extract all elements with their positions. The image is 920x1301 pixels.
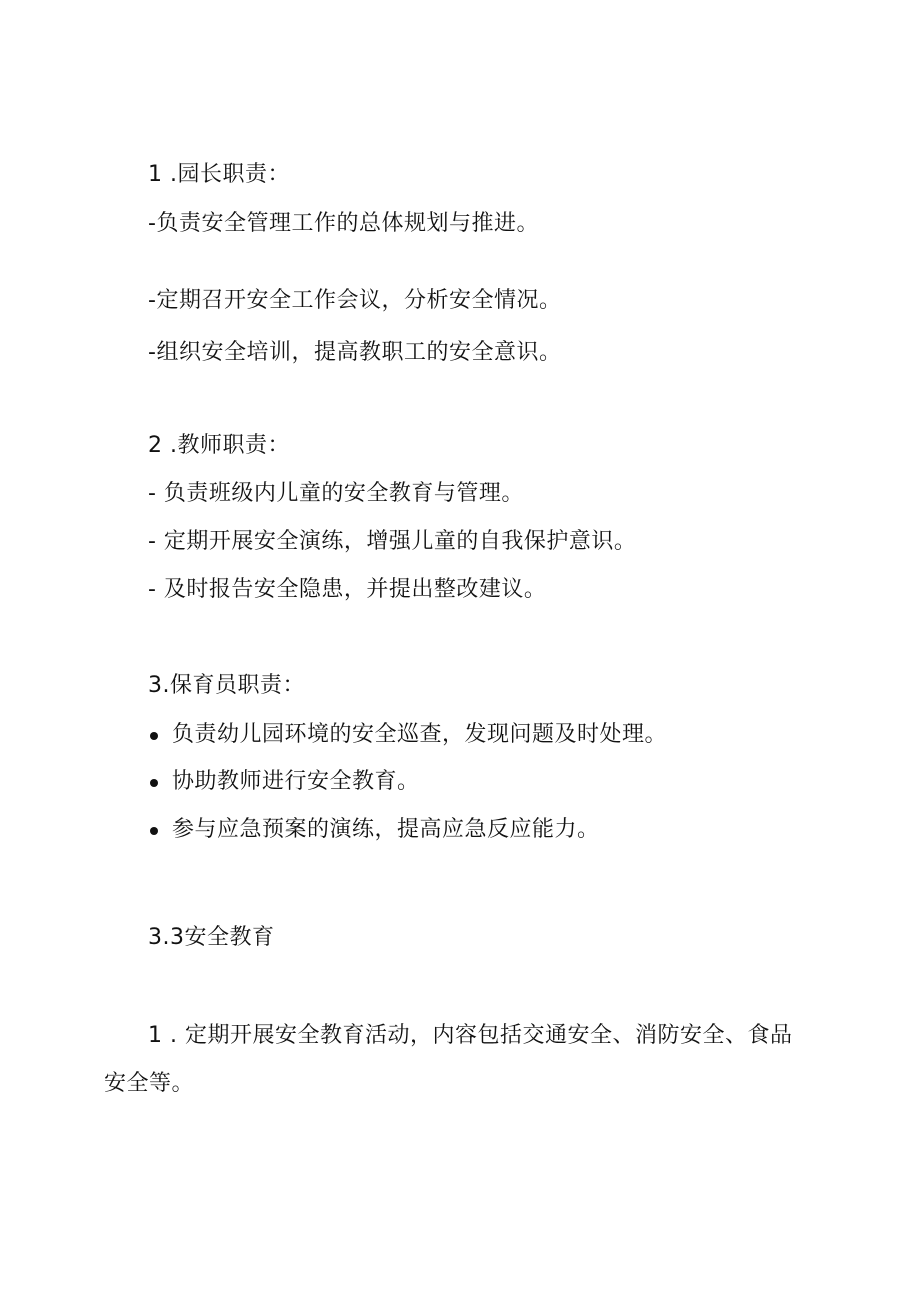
safety-education-paragraph-line-2: 安全等。 <box>104 1071 195 1096</box>
bullet-icon <box>150 732 158 740</box>
safety-education-heading: 3.3安全教育 <box>148 925 275 950</box>
principal-heading: 1 .园长职责： <box>148 162 290 187</box>
principal-item-3: -组织安全培训，提高教职工的安全意识。 <box>148 340 562 365</box>
teacher-item-1: - 负责班级内儿童的安全教育与管理。 <box>148 481 524 506</box>
caregiver-item-2: 协助教师进行安全教育。 <box>172 769 420 794</box>
principal-item-1: -负责安全管理工作的总体规划与推进。 <box>148 211 539 236</box>
teacher-item-2: - 定期开展安全演练，增强儿童的自我保护意识。 <box>148 529 637 554</box>
caregiver-item-1: 负责幼儿园环境的安全巡查，发现问题及时处理。 <box>172 722 668 747</box>
caregiver-heading: 3.保育员职责： <box>148 673 305 698</box>
caregiver-item-3: 参与应急预案的演练，提高应急反应能力。 <box>172 817 600 842</box>
bullet-icon <box>150 779 158 787</box>
principal-item-2: -定期召开安全工作会议，分析安全情况。 <box>148 288 562 313</box>
teacher-heading: 2 .教师职责： <box>148 433 290 458</box>
teacher-item-3: - 及时报告安全隐患，并提出整改建议。 <box>148 577 547 602</box>
safety-education-paragraph-line-1: 1 . 定期开展安全教育活动，内容包括交通安全、消防安全、食品 <box>148 1023 793 1048</box>
bullet-icon <box>150 827 158 835</box>
